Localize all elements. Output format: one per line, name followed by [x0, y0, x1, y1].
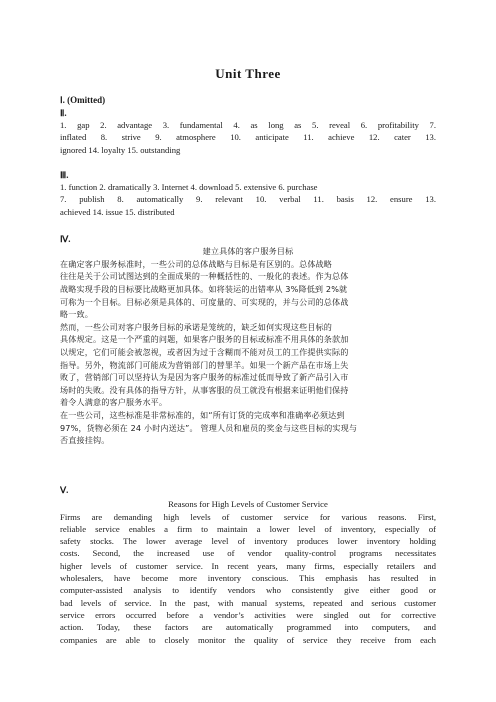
answer-line: ignored 14. loyalty 15. outstanding: [60, 144, 181, 155]
paragraph-line: costs. Second, the increased use of vendor quality-control programs necessitates: [60, 548, 436, 559]
paragraph-line: safety stocks. The lower average level of inventory produces lower inventory holding: [60, 536, 436, 547]
paragraph-line: reliable service enables a firm to maintain a lower level of inventory, especially of: [60, 523, 436, 534]
paragraph-line: companies are able to closely monitor the quality of service they receive from each: [60, 634, 436, 645]
paragraph-line: Firms are demanding high levels of customer service for various reasons. First,: [60, 511, 436, 522]
paragraph-line: 败了，营销部门可以坚持认为是因为客户服务的标准过低而导致了新产品引入市: [60, 372, 349, 383]
paragraph-line: 在一些公司，这些标准是非常标准的，如“所有订货的完成率和准确率必须达到: [60, 409, 345, 420]
answer-line: 7. publish 8. automatically 9. relevant 10. verbal 11. basis 12. ensure 13.: [60, 194, 436, 205]
paragraph-line: 以规定，它们可能会被忽视，或者因为过于含糊而不能对员工的工作提供实际的: [60, 346, 349, 357]
unit-title: Unit Three: [215, 66, 281, 81]
section-3: [60, 169, 436, 218]
paragraph-line: 略一致。: [60, 309, 93, 320]
paragraph-line: 在确定客户服务标准时，一些公司的总体战略与目标是有区别的。总体战略: [60, 258, 333, 269]
section-4-heading: Ⅳ.: [60, 234, 71, 244]
paragraph-line: 97%，货物必须在 24 小时内送达”。 管理人员和雇员的奖金与这些目标的实现与: [60, 422, 358, 433]
paragraph-line: higher levels of customer service. In recent years, many firms, especially retailers and: [60, 560, 436, 571]
answer-line: inflated 8. strive 9. atmosphere 10. anticipate 11. achieve 12. cater 13.: [60, 132, 436, 143]
section-5: [60, 484, 436, 646]
paragraph-line: computer-assisted analysis to identify vendors who consistently give either good or: [60, 585, 436, 596]
paragraph-line: service errors occurred before a vendor’s activities were singled out for corrective: [60, 609, 436, 620]
section-3-heading: Ⅲ.: [60, 170, 69, 180]
answer-line: 1. gap 2. advantage 3. fundamental 4. as long as 5. reveal 6. profitability 7.: [60, 120, 436, 131]
section-1: [60, 94, 436, 106]
paragraph-line: 战略实现手段的目标要比战略更加具体。如将装运的出错率从 3%降低到 2%就: [60, 283, 348, 294]
paragraph-line: 着令人满意的客户服务水平。: [60, 397, 168, 408]
paragraph-line: action. Today, these factors are automatically programmed into computers, and: [60, 622, 436, 633]
answer-line: achieved 14. issue 15. distributed: [60, 206, 175, 217]
section-2: [60, 107, 436, 156]
section-5-subtitle: Reasons for High Levels of Customer Service: [168, 499, 328, 510]
paragraph-line: 场时的失败。没有具体的指导方针，从事客服的员工就没有根据来证明他们保持: [60, 384, 349, 395]
paragraph-line: 往往是关于公司试图达到的全面成果的一种概括性的、一般化的表述。作为总体: [60, 271, 349, 282]
paragraph-line: 可称为一个目标。目标必须是具体的、可度量的、可实现的，并与公司的总体战: [60, 296, 349, 307]
section-4: [60, 233, 436, 447]
paragraph-line: wholesalers, have become more inventory conscious. This emphasis has resulted in: [60, 573, 436, 584]
section-5-heading: Ⅴ.: [60, 485, 69, 495]
paragraph-line: 具体规定。这是一个严重的问题，如果客户服务的目标或标准不用具体的条款加: [60, 334, 349, 345]
section-2-heading: Ⅱ.: [60, 108, 67, 118]
paragraph-line: bad levels of service. In the past, with manual systems, repeated and serious customer: [60, 597, 436, 608]
paragraph-line: 否直接挂钩。: [60, 435, 110, 446]
paragraph-line: 然而，一些公司对客户服务目标的承诺是笼统的，缺乏如何实现这些目标的: [60, 321, 333, 332]
answer-line: 1. function 2. dramatically 3. Internet 4. download 5. extensive 6. purchase: [60, 182, 318, 193]
section-4-subtitle: 建立具体的客户服务目标: [202, 246, 294, 257]
paragraph-line: 指导。另外，物流部门可能成为营销部门的替罪羊。如果一个新产品在市场上失: [60, 359, 349, 370]
section-1-heading: Ⅰ. (Omitted): [60, 95, 106, 105]
